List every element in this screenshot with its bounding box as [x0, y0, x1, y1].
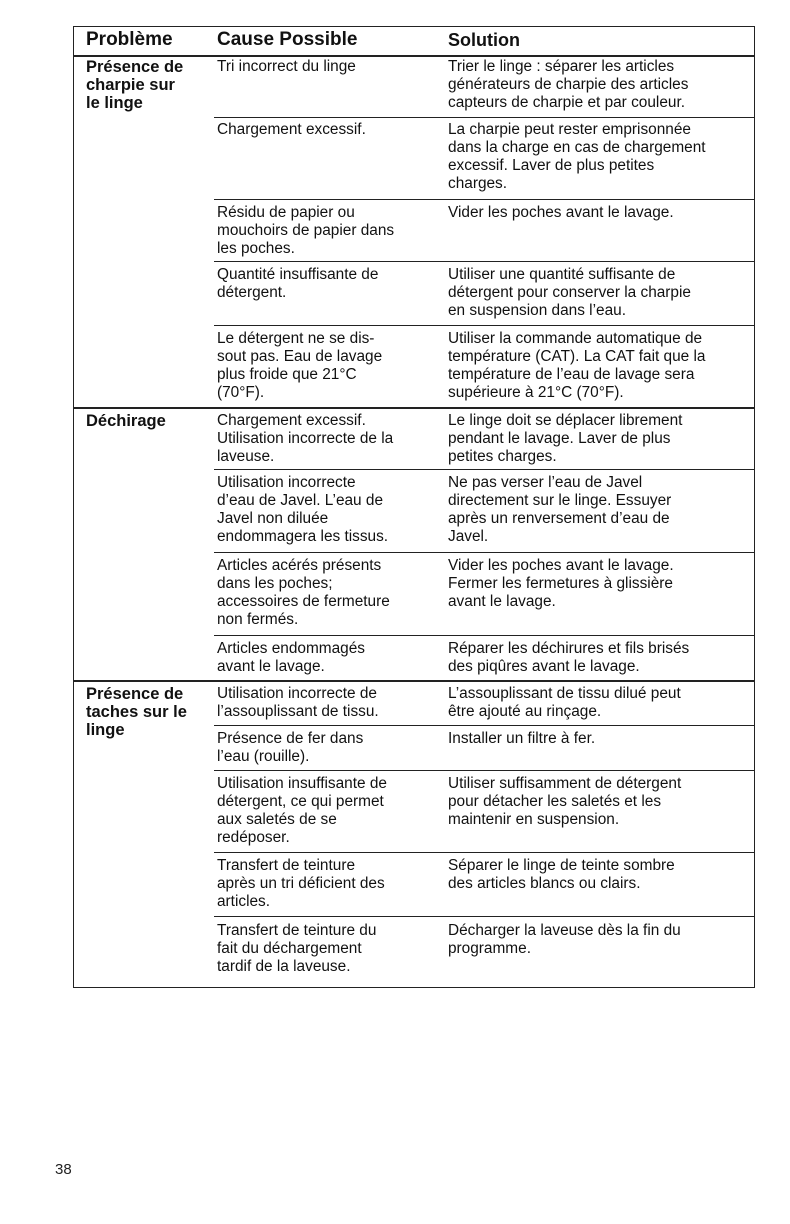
cause-cell: Utilisation incorrecte de l’assouplissant de tissu. — [217, 685, 379, 721]
solution-cell: Vider les poches avant le lavage. — [448, 204, 674, 221]
row-divider — [214, 725, 754, 726]
row-divider — [214, 325, 754, 326]
solution-cell: Ne pas verser l’eau de Javel directement sur le linge. Essuyer après un renversement d’eau de Javel. — [448, 474, 672, 546]
row-divider — [214, 770, 754, 771]
problem-tearing: Déchirage — [86, 412, 166, 430]
cause-cell: Utilisation insuffisante de détergent, ce qui permet aux saletés de se redéposer. — [217, 775, 387, 847]
solution-cell: Utiliser une quantité suffisante de détergent pour conserver la charpie en suspension dans l’eau. — [448, 266, 691, 320]
cause-cell: Utilisation incorrecte d’eau de Javel. L’eau de Javel non diluée endommagera les tissus. — [217, 474, 389, 546]
cause-cell: Articles acérés présents dans les poches; accessoires de fermeture non fermés. — [217, 557, 390, 629]
row-divider — [214, 552, 754, 553]
table-header — [74, 27, 754, 57]
solution-cell: Réparer les déchirures et fils brisés des piqûres avant le lavage. — [448, 640, 690, 676]
row-divider — [214, 469, 754, 470]
troubleshooting-table — [73, 26, 755, 988]
cause-cell: Tri incorrect du linge — [217, 58, 356, 75]
solution-cell: Installer un filtre à fer. — [448, 730, 596, 747]
row-divider — [214, 117, 754, 118]
solution-cell: L’assouplissant de tissu dilué peut être ajouté au rinçage. — [448, 685, 681, 721]
header-solution: Solution — [448, 30, 520, 50]
cause-cell: Quantité insuffisante de détergent. — [217, 266, 379, 302]
cause-cell: Chargement excessif. — [217, 121, 366, 138]
page-number: 38 — [55, 1161, 72, 1178]
header-cause: Cause Possible — [217, 29, 358, 50]
group-divider — [74, 680, 754, 682]
solution-cell: Le linge doit se déplacer librement pendant le lavage. Laver de plus petites charges. — [448, 412, 683, 466]
cause-cell: Transfert de teinture après un tri déficient des articles. — [217, 857, 385, 911]
problem-stains: Présence de taches sur le linge — [86, 685, 187, 739]
cause-cell: Articles endommagés avant le lavage. — [217, 640, 365, 676]
solution-cell: Vider les poches avant le lavage. Fermer les fermetures à glissière avant le lavage. — [448, 557, 674, 611]
solution-cell: La charpie peut rester emprisonnée dans la charge en cas de chargement excessif. Laver de plus petites charges. — [448, 121, 706, 193]
cause-cell: Résidu de papier ou mouchoirs de papier dans les poches. — [217, 204, 395, 258]
row-divider — [214, 916, 754, 917]
solution-cell: Trier le linge : séparer les articles générateurs de charpie des articles capteurs de charpie et par couleur. — [448, 58, 689, 112]
cause-cell: Le détergent ne se dis- sout pas. Eau de lavage plus froide que 21°C (70°F). — [217, 330, 383, 402]
problem-lint: Présence de charpie sur le linge — [86, 58, 184, 112]
row-divider — [214, 261, 754, 262]
row-divider — [214, 199, 754, 200]
solution-cell: Utiliser la commande automatique de température (CAT). La CAT fait que la température de l’eau de lavage sera supérieure à 21°C (70°F). — [448, 330, 706, 402]
solution-cell: Séparer le linge de teinte sombre des articles blancs ou clairs. — [448, 857, 675, 893]
group-divider — [74, 407, 754, 409]
header-problem: Problème — [86, 29, 173, 50]
cause-cell: Transfert de teinture du fait du déchargement tardif de la laveuse. — [217, 922, 377, 976]
cause-cell: Chargement excessif. Utilisation incorrecte de la laveuse. — [217, 412, 394, 466]
row-divider — [214, 635, 754, 636]
solution-cell: Utiliser suffisamment de détergent pour détacher les saletés et les maintenir en suspension. — [448, 775, 682, 829]
solution-cell: Décharger la laveuse dès la fin du programme. — [448, 922, 681, 958]
cause-cell: Présence de fer dans l’eau (rouille). — [217, 730, 364, 766]
row-divider — [214, 852, 754, 853]
